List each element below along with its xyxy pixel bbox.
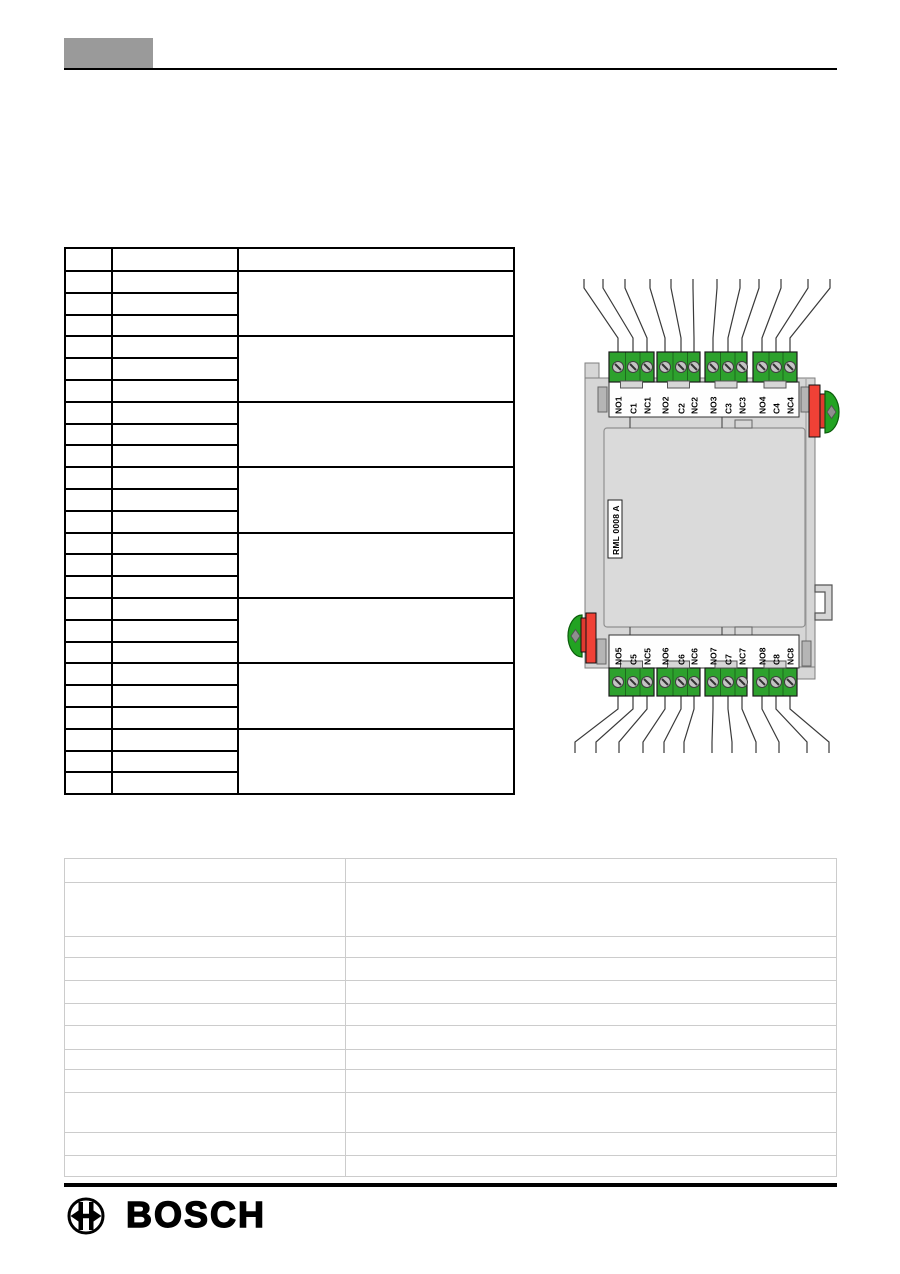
relay-module-diagram — [555, 265, 900, 775]
pin-cell-description — [238, 402, 514, 467]
strip-end-block — [597, 639, 606, 664]
spec-cell-value — [346, 1093, 837, 1133]
spec-cell-label — [65, 883, 346, 937]
terminal-label: C7 — [723, 654, 734, 665]
mounting-clip-red — [586, 613, 596, 663]
pin-cell-terminal — [65, 554, 112, 576]
pin-cell-signal — [112, 424, 238, 446]
wire — [596, 696, 633, 753]
spec-table-row — [65, 883, 837, 937]
device-label: RML 0008 A — [611, 505, 621, 555]
spec-table — [64, 858, 837, 1177]
spec-cell-value — [346, 937, 837, 958]
spec-table-row — [65, 1156, 837, 1177]
terminal-label: C5 — [628, 654, 639, 665]
spec-cell-label — [65, 1156, 346, 1177]
spec-cell-value — [346, 1026, 837, 1050]
pin-cell-terminal — [65, 772, 112, 794]
wire — [712, 696, 713, 753]
pin-cell-signal — [112, 445, 238, 467]
pin-cell-terminal — [65, 707, 112, 729]
pin-cell-signal — [112, 358, 238, 380]
bosch-logo — [64, 1192, 324, 1252]
pin-table-row — [65, 533, 514, 555]
terminal-label: NO1 — [613, 396, 624, 414]
terminal-label: NC3 — [737, 396, 748, 414]
spec-cell-label — [65, 859, 346, 883]
pin-table-row — [65, 663, 514, 685]
wire — [671, 279, 681, 352]
pin-cell-description — [238, 729, 514, 794]
terminal-label: C3 — [723, 403, 734, 414]
spec-table-row — [65, 937, 837, 958]
wire — [742, 696, 756, 753]
strip-tab — [764, 381, 786, 388]
bosch-armature-icon — [64, 1194, 108, 1238]
pin-cell-terminal — [65, 271, 112, 293]
terminal-label: NC2 — [689, 396, 700, 414]
strip-tab — [668, 381, 690, 388]
spec-cell-label — [65, 1070, 346, 1093]
spec-cell-value — [346, 981, 837, 1004]
spec-cell-label — [65, 1050, 346, 1070]
pin-cell-terminal — [65, 445, 112, 467]
pin-cell-signal — [112, 315, 238, 337]
mounting-clip-red-inner — [581, 618, 586, 652]
pin-table-header-row — [65, 248, 514, 271]
pin-cell-terminal — [65, 424, 112, 446]
terminal-label: C8 — [771, 654, 782, 665]
spec-cell-value — [346, 1004, 837, 1026]
wire — [728, 696, 732, 753]
spec-cell-value — [346, 859, 837, 883]
header-rule — [64, 68, 837, 70]
spec-cell-label — [65, 981, 346, 1004]
spec-table-row — [65, 1026, 837, 1050]
terminal-label: NO6 — [660, 647, 671, 665]
pin-table-row — [65, 271, 514, 293]
spec-table-row — [65, 958, 837, 981]
spec-cell-label — [65, 1133, 346, 1156]
terminal-label: NC1 — [642, 396, 653, 414]
mounting-clip-red-inner — [820, 394, 825, 428]
pin-table-header-cell — [112, 248, 238, 271]
module-body-step — [797, 667, 815, 679]
din-rail-clip — [815, 585, 832, 620]
pin-cell-description — [238, 533, 514, 598]
pin-cell-terminal — [65, 663, 112, 685]
pin-cell-signal — [112, 293, 238, 315]
spec-cell-value — [346, 1070, 837, 1093]
pin-cell-terminal — [65, 751, 112, 773]
wire — [742, 279, 759, 352]
pin-cell-signal — [112, 772, 238, 794]
spec-cell-label — [65, 1004, 346, 1026]
spec-cell-label — [65, 1093, 346, 1133]
terminal-label: NO8 — [757, 647, 768, 665]
spec-cell-label — [65, 937, 346, 958]
panel-notch — [735, 420, 752, 428]
wire — [693, 279, 694, 352]
pin-cell-terminal — [65, 315, 112, 337]
wire — [625, 279, 647, 352]
spec-cell-value — [346, 1156, 837, 1177]
pin-cell-signal — [112, 598, 238, 620]
spec-cell-value — [346, 1133, 837, 1156]
pin-cell-terminal — [65, 685, 112, 707]
wire — [762, 279, 781, 352]
pin-cell-terminal — [65, 620, 112, 642]
strip-tab — [715, 381, 737, 388]
pin-cell-terminal — [65, 642, 112, 664]
pin-cell-signal — [112, 489, 238, 511]
spec-cell-value — [346, 958, 837, 981]
terminal-label: C6 — [676, 654, 687, 665]
terminal-label: NC7 — [737, 647, 748, 665]
pin-cell-terminal — [65, 467, 112, 489]
wire — [584, 279, 618, 352]
terminal-label: C2 — [676, 403, 687, 414]
pin-cell-description — [238, 598, 514, 663]
pin-cell-terminal — [65, 598, 112, 620]
wire — [790, 696, 829, 753]
pin-cell-signal — [112, 336, 238, 358]
pin-cell-terminal — [65, 336, 112, 358]
panel-notch — [735, 627, 752, 635]
wire — [664, 696, 681, 753]
pin-cell-description — [238, 663, 514, 728]
pin-cell-signal — [112, 642, 238, 664]
terminal-label: NO2 — [660, 396, 671, 414]
spec-table-row — [65, 859, 837, 883]
pin-cell-terminal — [65, 402, 112, 424]
terminal-label: NO4 — [757, 396, 768, 414]
strip-end-block — [598, 387, 607, 412]
spec-table-row — [65, 1133, 837, 1156]
pin-cell-terminal — [65, 358, 112, 380]
bosch-wordmark: BOSCH — [126, 1194, 267, 1235]
spec-table-row — [65, 1093, 837, 1133]
pin-cell-signal — [112, 271, 238, 293]
module-body-step — [585, 363, 599, 379]
pin-cell-signal — [112, 402, 238, 424]
pin-cell-description — [238, 336, 514, 401]
pin-assignment-table — [64, 247, 515, 795]
wire — [650, 279, 665, 352]
pin-cell-description — [238, 467, 514, 532]
terminal-label: NO3 — [708, 396, 719, 414]
terminal-label: C4 — [771, 403, 782, 414]
spec-table-row — [65, 1004, 837, 1026]
spec-cell-value — [346, 1050, 837, 1070]
pin-cell-signal — [112, 685, 238, 707]
footer-rule — [64, 1183, 837, 1187]
pin-cell-description — [238, 271, 514, 336]
pin-cell-signal — [112, 707, 238, 729]
strip-tab — [621, 381, 643, 388]
page-number-tag — [64, 38, 153, 68]
strip-end-block — [802, 641, 811, 666]
spec-table-row — [65, 981, 837, 1004]
wire — [728, 279, 740, 352]
pin-cell-signal — [112, 663, 238, 685]
pin-cell-signal — [112, 511, 238, 533]
pin-cell-terminal — [65, 576, 112, 598]
pin-cell-terminal — [65, 293, 112, 315]
terminal-label: NC8 — [785, 647, 796, 665]
pin-cell-terminal — [65, 729, 112, 751]
pin-table-header-cell — [65, 248, 112, 271]
wire — [790, 279, 830, 352]
module-inner-panel — [604, 428, 805, 627]
spec-cell-label — [65, 958, 346, 981]
pin-cell-terminal — [65, 533, 112, 555]
terminal-label: NC6 — [689, 647, 700, 665]
spec-cell-value — [346, 883, 837, 937]
pin-cell-terminal — [65, 380, 112, 402]
pin-cell-signal — [112, 576, 238, 598]
wire — [713, 279, 717, 352]
pin-cell-signal — [112, 467, 238, 489]
spec-table-row — [65, 1050, 837, 1070]
pin-cell-signal — [112, 751, 238, 773]
pin-table-row — [65, 729, 514, 751]
pin-cell-terminal — [65, 489, 112, 511]
pin-table-row — [65, 402, 514, 424]
mounting-clip-red — [809, 385, 820, 437]
pin-cell-signal — [112, 729, 238, 751]
spec-table-row — [65, 1070, 837, 1093]
pin-table-row — [65, 467, 514, 489]
terminal-label: NO7 — [708, 647, 719, 665]
terminal-label: NO5 — [613, 647, 624, 665]
wire — [776, 696, 807, 753]
pin-table-header-cell — [238, 248, 514, 271]
pin-table-row — [65, 598, 514, 620]
terminal-label: NC4 — [785, 396, 796, 414]
wire — [684, 696, 694, 753]
terminal-label: NC5 — [642, 647, 653, 665]
pin-cell-terminal — [65, 511, 112, 533]
pin-cell-signal — [112, 554, 238, 576]
wire — [643, 696, 665, 753]
pin-cell-signal — [112, 533, 238, 555]
spec-cell-label — [65, 1026, 346, 1050]
pin-table-row — [65, 336, 514, 358]
terminal-label: C1 — [628, 403, 639, 414]
pin-cell-signal — [112, 620, 238, 642]
pin-cell-signal — [112, 380, 238, 402]
